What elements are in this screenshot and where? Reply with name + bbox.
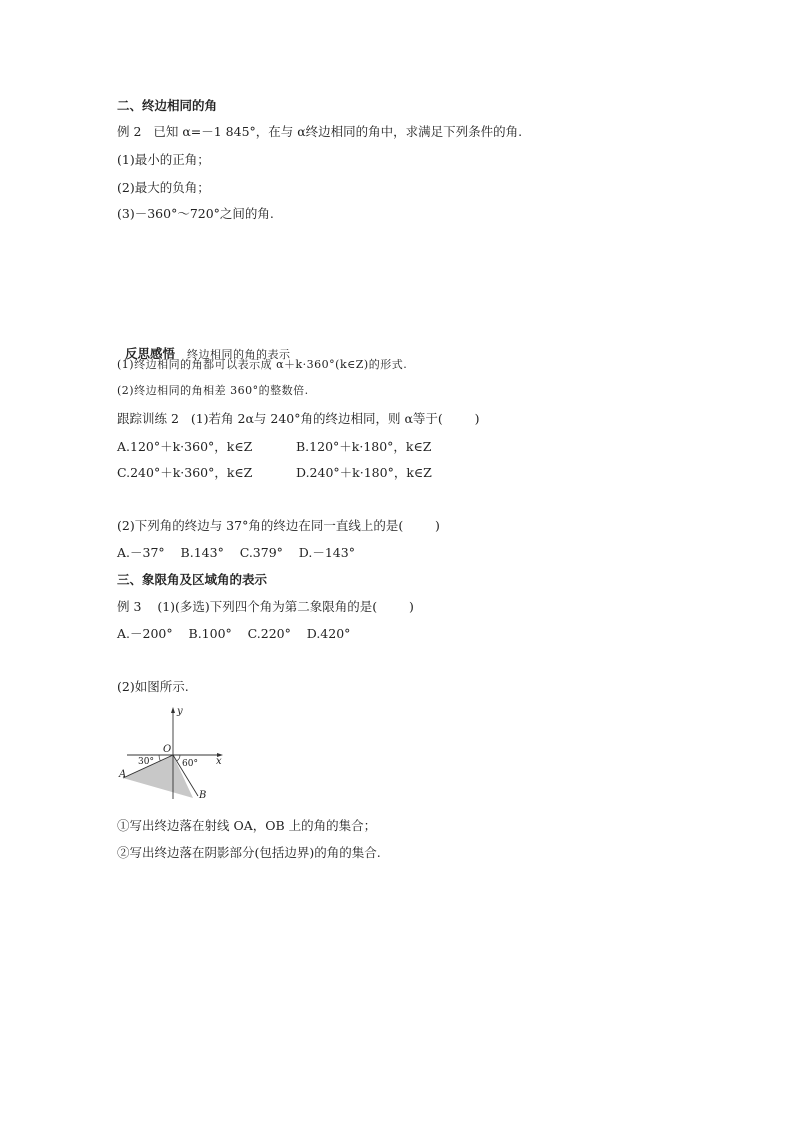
y-axis-arrow (171, 707, 175, 713)
label-b: B (199, 790, 207, 801)
example-3-options: A.－200° B.100° C.220° D.420° (117, 626, 351, 641)
example-2-question-2: (2)最大的负角； (117, 180, 210, 195)
example-3-question-2-intro: (2)如图所示. (117, 679, 189, 694)
label-a: A (119, 769, 127, 780)
section-2-heading: 二、终边相同的角 (117, 98, 218, 113)
training-2-option-b: B.120°＋k·180°，k∈Z (296, 439, 432, 454)
reflection-subtitle: 终边相同的角的表示 (186, 348, 291, 361)
angle-figure (115, 703, 235, 803)
example-2-question-3: (3)－360°～720°之间的角. (117, 206, 274, 221)
reflection-point-1: (1)终边相同的角都可以表示成 α＋k·360°(k∈Z)的形式. (117, 358, 408, 371)
label-y: y (177, 706, 183, 717)
example-2-stem: 例 2 已知 α=－1 845°，在与 α终边相同的角中，求满足下列条件的角. (117, 124, 523, 139)
example-2-question-1: (1)最小的正角； (117, 152, 210, 167)
example-3-subquestion-2: ②写出终边落在阴影部分(包括边界)的角的集合. (117, 845, 381, 860)
training-2-option-c: C.240°＋k·360°，k∈Z (117, 465, 253, 480)
angle-arc-right (177, 755, 180, 761)
reflection-point-2: (2)终边相同的角相差 360°的整数倍. (117, 384, 309, 397)
training-2-option-d: D.240°＋k·180°，k∈Z (296, 465, 432, 480)
angle-label-60: 60° (182, 759, 198, 769)
label-origin: O (163, 744, 172, 755)
training-2-option-a: A.120°＋k·360°，k∈Z (117, 439, 253, 454)
training-2-question-2-options: A.－37° B.143° C.379° D.－143° (117, 545, 355, 560)
example-3-stem: 例 3 (1)(多选)下列四个角为第二象限角的是( ) (117, 599, 414, 614)
reflection-title: 反思感悟 (124, 346, 175, 361)
section-3-heading: 三、象限角及区域角的表示 (117, 572, 268, 587)
label-x: x (216, 756, 222, 767)
angle-label-30: 30° (138, 757, 154, 767)
example-3-subquestion-1: ①写出终边落在射线 OA，OB 上的角的集合； (117, 818, 377, 833)
angle-arc-left (159, 755, 160, 761)
training-2-question-2-stem: (2)下列角的终边与 37°角的终边在同一直线上的是( ) (117, 518, 440, 533)
training-2-stem: 跟踪训练 2 (1)若角 2α与 240°角的终边相同，则 α等于( ) (117, 411, 480, 426)
